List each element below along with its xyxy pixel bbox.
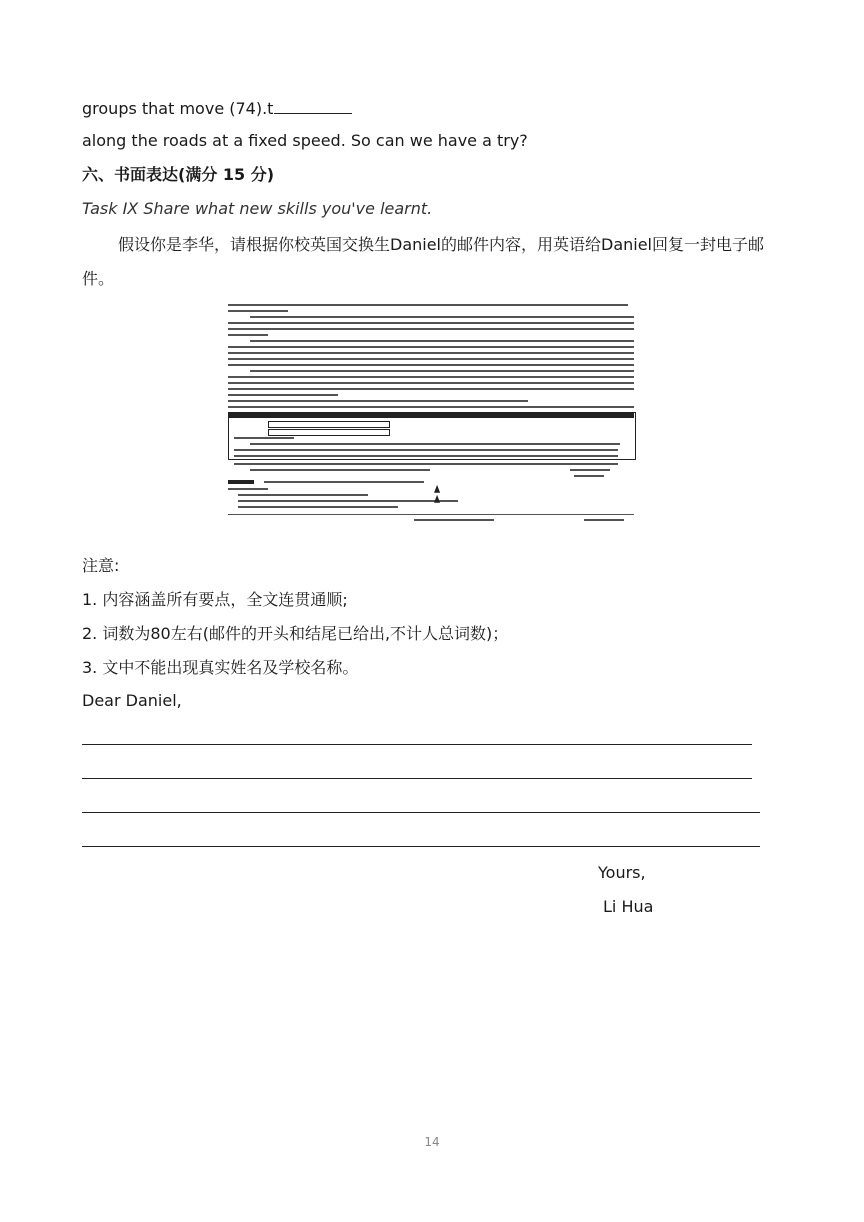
task-title: Task IX Share what new skills you've learnt. [82,199,433,218]
cloze-line-end: along the roads at a fixed speed. So can we have a try? [82,131,528,150]
writing-line[interactable] [82,812,760,813]
letter-greeting: Dear Daniel, [82,691,182,710]
page-number: 14 [424,1135,440,1149]
note-item: 3. 文中不能出现真实姓名及学校名称。 [82,658,359,677]
cloze-line-74 [82,97,352,120]
letter-signature: Li Hua [603,897,654,916]
cloze-text: groups that move (74).t [82,99,274,118]
writing-line[interactable] [82,744,752,745]
task-instruction: 假设你是李华，请根据你校英国交换生Daniel的邮件内容，用英语给Daniel回复一封电子邮件。 [82,235,765,288]
notes-title: 注意: [82,556,120,575]
writing-line[interactable] [82,778,752,779]
note-item: 2. 词数为80左右(邮件的开头和结尾已给出,不计人总词数)； [82,624,509,643]
writing-line[interactable] [82,846,760,847]
answer-blank-74[interactable] [274,97,352,114]
note-item: 1. 内容涵盖所有要点，全文连贯通顺; [82,590,348,609]
scanned-exam-image: ▲ ▲ [224,300,638,528]
letter-closing: Yours, [598,863,646,882]
section-heading: 六、书面表达(满分 15 分) [82,165,275,184]
